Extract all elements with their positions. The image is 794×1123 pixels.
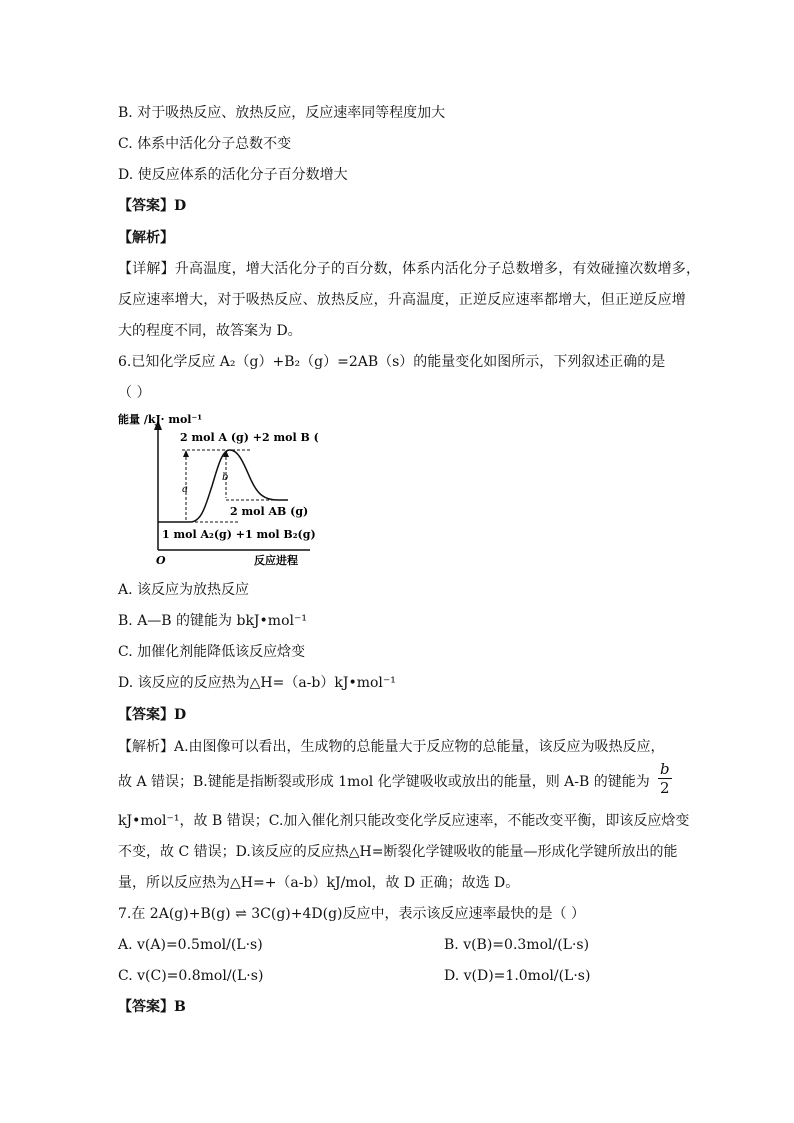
q6-option-a: A. 该反应为放热反应 bbox=[118, 582, 250, 598]
top-level-label: 2 mol A (g) +2 mol B (g) bbox=[180, 431, 318, 444]
label-a: a bbox=[182, 484, 188, 495]
label-b: b bbox=[222, 472, 229, 483]
q7-answer: 【答案】B bbox=[118, 999, 186, 1015]
q5-option-b: B. 对于吸热反应、放热反应，反应速率同等程度加大 bbox=[118, 105, 446, 121]
fraction-b-over-2 bbox=[658, 760, 672, 797]
q6-stem-line-1: 6.已知化学反应 A₂（g）+B₂（g）=2AB（s）的能量变化如图所示，下列叙述正确的是 bbox=[118, 354, 666, 370]
q5-detail-line-3: 大的程度不同，故答案为 D。 bbox=[118, 323, 302, 339]
fraction-denominator: 2 bbox=[660, 779, 670, 797]
q6-stem-line-2: （ ） bbox=[118, 385, 151, 401]
q6-option-d: D. 该反应的反应热为△H=（a-b）kJ•mol⁻¹ bbox=[118, 675, 396, 691]
q6-analysis-line-4: 不变，故 C 错误；D.该反应的反应热△H=断裂化学键吸收的能量—形成化学键所放出的能 bbox=[118, 844, 678, 860]
reactant-level-label: 1 mol A₂(g) +1 mol B₂(g) bbox=[162, 528, 316, 541]
q7-option-c: C. v(C)=0.8mol/(L·s) bbox=[118, 968, 264, 984]
q6-option-c: C. 加催化剂能降低该反应焓变 bbox=[118, 644, 306, 660]
q6-analysis-line-1: 【解析】A.由图像可以看出，生成物的总能量大于反应物的总能量，该反应为吸热反应， bbox=[118, 739, 665, 755]
product-level-label: 2 mol AB (g) bbox=[230, 505, 309, 518]
fraction-numerator: b bbox=[660, 760, 670, 778]
q7-option-d: D. v(D)=1.0mol/(L·s) bbox=[444, 968, 591, 984]
arrow-a-head bbox=[183, 450, 189, 457]
q6-option-b: B. A—B 的键能为 bkJ•mol⁻¹ bbox=[118, 613, 307, 629]
q7-option-a: A. v(A)=0.5mol/(L·s) bbox=[118, 937, 263, 953]
q5-option-c: C. 体系中活化分子总数不变 bbox=[118, 136, 292, 152]
x-axis-label: 反应进程 bbox=[254, 554, 298, 567]
q5-answer: 【答案】D bbox=[118, 198, 187, 214]
q6-analysis-line-2: 故 A 错误；B.键能是指断裂或形成 1mol 化学键吸收或放出的能量，则 A-B 的键能为 bbox=[118, 774, 650, 790]
q5-analysis-label: 【解析】 bbox=[118, 230, 174, 246]
q5-option-d: D. 使反应体系的活化分子百分数增大 bbox=[118, 167, 348, 183]
q5-detail-line-2: 反应速率增大，对于吸热反应、放热反应，升高温度，正逆反应速率都增大，但正逆反应增 bbox=[118, 292, 686, 308]
y-axis-label: 能量 /kJ· mol⁻¹ bbox=[118, 413, 203, 426]
q6-answer: 【答案】D bbox=[118, 707, 187, 723]
origin-label: O bbox=[156, 554, 166, 567]
q7-stem: 7.在 2A(g)+B(g) ⇌ 3C(g)+4D(g)反应中，表示该反应速率最快的是（ ） bbox=[118, 906, 585, 922]
q6-analysis-line-5: 量，所以反应热为△H=+（a-b）kJ/mol，故 D 正确；故选 D。 bbox=[118, 875, 520, 891]
energy-diagram bbox=[118, 408, 318, 572]
q6-analysis-line-3: kJ•mol⁻¹，故 B 错误；C.加入催化剂只能改变化学反应速率，不能改变平衡，即该反应焓变 bbox=[118, 813, 690, 829]
q5-detail-line-1: 【详解】升高温度，增大活化分子的百分数，体系内活化分子总数增多，有效碰撞次数增多， bbox=[118, 261, 701, 277]
q7-option-b: B. v(B)=0.3mol/(L·s) bbox=[444, 937, 590, 953]
